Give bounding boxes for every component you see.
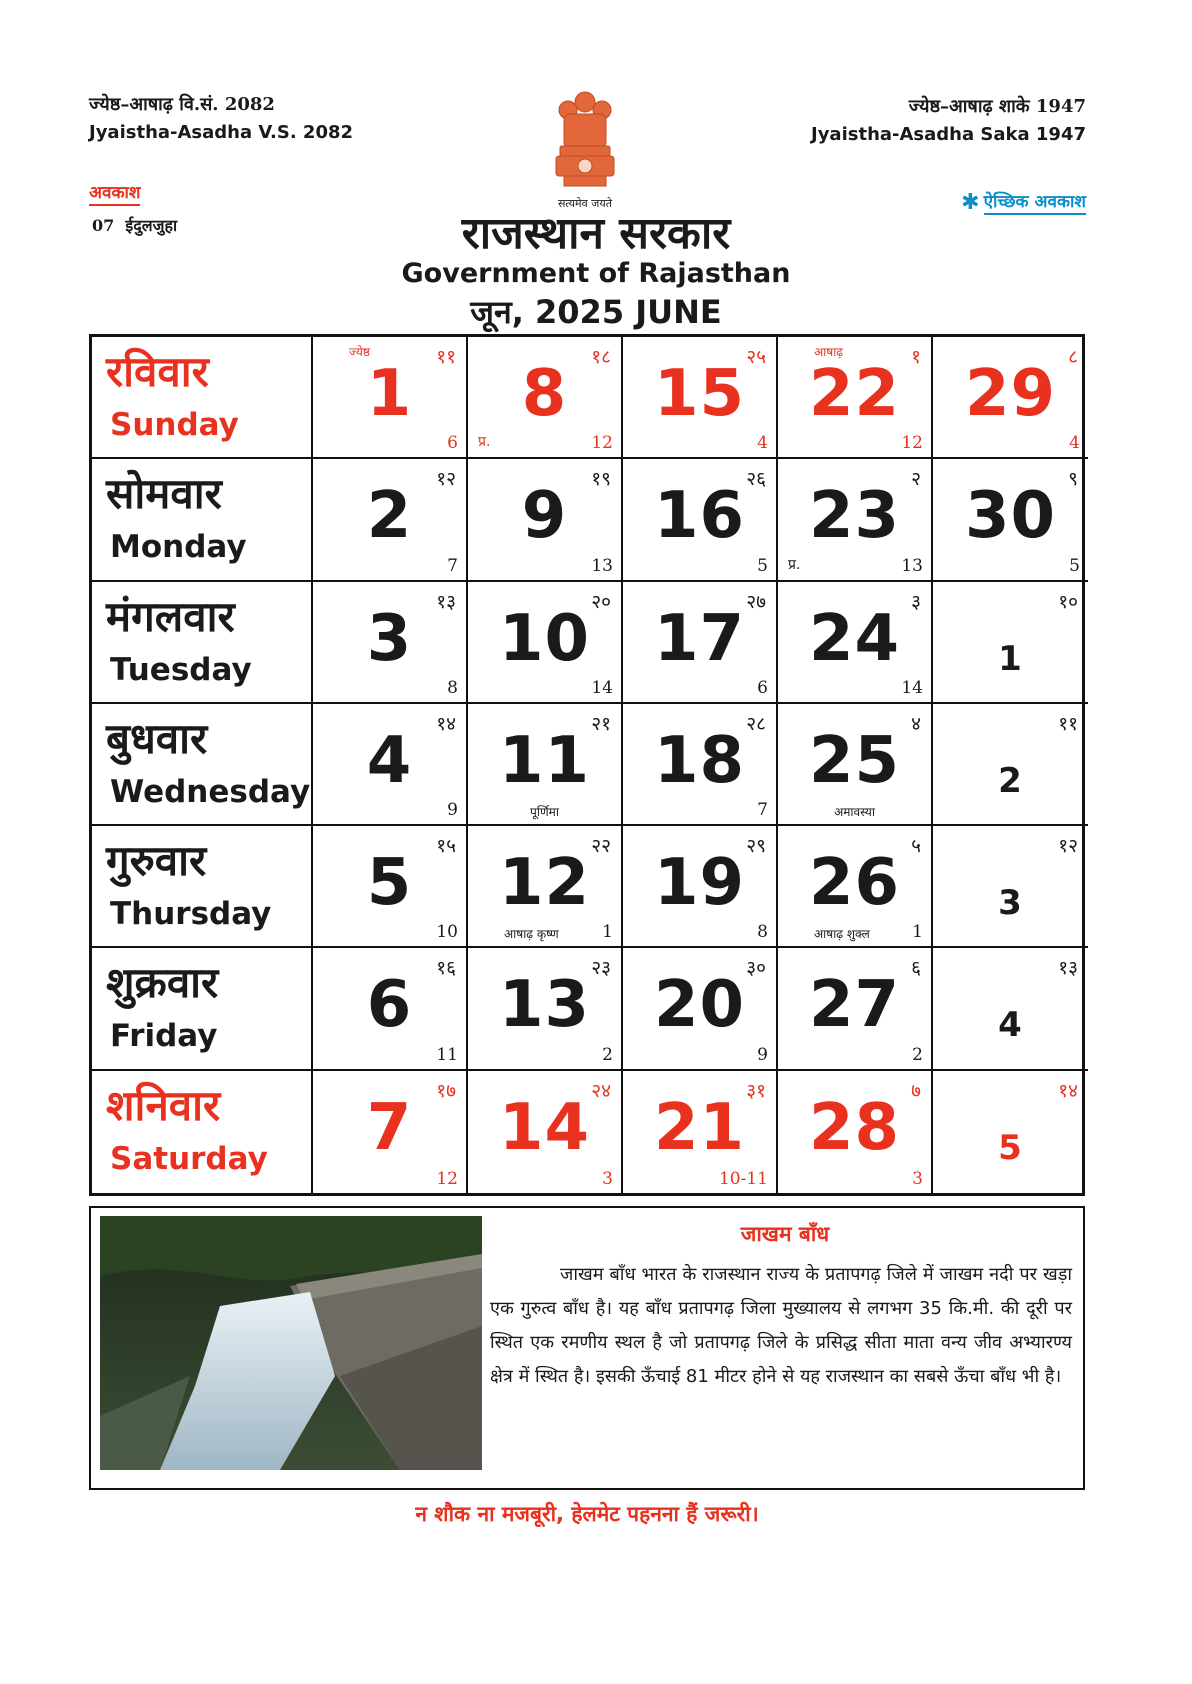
tithi-number: १४ [1058, 1079, 1078, 1102]
holiday-label: अवकाश [89, 182, 140, 206]
tithi-number: १३ [436, 590, 456, 613]
tithi-number: ६ [911, 957, 921, 980]
paksha-note: आषाढ़ शुक्ल [814, 927, 870, 942]
islamic-date: 6 [447, 433, 458, 454]
date-number: 3 [998, 883, 1023, 924]
weekday-friday [92, 948, 313, 1070]
islamic-date: 12 [436, 1168, 458, 1189]
tithi-number: १८ [591, 346, 611, 368]
month-title: जून, 2025 JUNE [470, 293, 722, 331]
islamic-date: 6 [757, 677, 768, 698]
date-number: 20 [653, 968, 746, 1043]
info-text: जाखम बाँध भारत के राजस्थान राज्य के प्रतापगढ़ जिले में जाखम नदी पर खड़ा एक गुरुत्व बाँध है। यह बाँध प्रतापगढ़ जिला मुख्यालय से लगभग 35 कि.मी. की दूरी पर स्थित एक रमणीय स्थल है जो प्रतापगढ़ जिले के प्रसिद्ध सीता माता वन्य जीव अभ्यारण्य क्षेत्र में स्थित है। इसकी ऊँचाई 81 मीटर होने से यह राजस्थान का सबसे ऊँचा बाँध भी है। [490, 1264, 1072, 1387]
weekday-name-english: Tuesday [110, 651, 252, 688]
islamic-date: 5 [757, 555, 768, 576]
info-title: जाखम बाँध [740, 1222, 830, 1246]
date-number: 5 [366, 846, 413, 921]
weekday-name-english: Monday [110, 529, 247, 566]
islamic-date: 12 [591, 433, 613, 454]
islamic-date: 4 [1069, 433, 1080, 454]
date-cell [623, 337, 778, 459]
date-cell [468, 826, 623, 948]
date-cell [468, 948, 623, 1070]
weekday-monday [92, 459, 313, 581]
tithi-number: १४ [436, 712, 456, 735]
tithi-number: २६ [746, 468, 766, 491]
date-number: 8 [521, 357, 568, 431]
date-number: 10 [498, 601, 591, 676]
header-right-english: Jyaistha-Asadha Saka 1947 [811, 124, 1086, 145]
date-number: 25 [808, 723, 901, 798]
islamic-date: 10-11 [718, 1168, 768, 1189]
date-number: 23 [808, 479, 901, 554]
weekday-name-hindi: गुरुवार [106, 836, 207, 886]
date-number: 18 [653, 723, 746, 798]
tithi-number: २१ [591, 712, 611, 735]
date-cell [623, 704, 778, 826]
tithi-number: ३१ [746, 1079, 766, 1102]
islamic-date: 8 [447, 677, 458, 698]
calendar-grid [89, 334, 1085, 1196]
islamic-date: 10 [436, 922, 458, 943]
tithi-number: २३ [591, 957, 611, 980]
date-cell [313, 826, 468, 948]
date-cell [778, 1071, 933, 1193]
date-number: 2 [998, 760, 1023, 801]
asterisk-icon: ✱ [961, 190, 980, 215]
date-cell [313, 459, 468, 581]
date-cell [313, 948, 468, 1070]
hindu-month-tag: ज्येष्ठ [349, 345, 370, 359]
weekday-name-hindi: रविवार [106, 347, 209, 396]
islamic-date: 13 [901, 555, 923, 576]
date-number: 28 [808, 1090, 901, 1165]
weekday-name-english: Friday [110, 1018, 218, 1055]
weekday-name-hindi: शुक्रवार [106, 958, 219, 1008]
date-cell [623, 826, 778, 948]
tithi-number: ३० [746, 957, 766, 980]
date-number: 21 [653, 1090, 746, 1165]
date-cell [778, 459, 933, 581]
date-number: 14 [498, 1090, 591, 1165]
date-cell [623, 1071, 778, 1193]
islamic-date: 5 [1069, 555, 1080, 576]
holiday-entry: 07 ईदुलजुहा [92, 216, 178, 235]
tithi-number: २९ [746, 835, 766, 858]
date-cell [623, 582, 778, 704]
moon-phase-note: अमावस्या [834, 805, 875, 820]
date-number: 6 [366, 968, 413, 1043]
tithi-number: ७ [911, 1079, 921, 1102]
date-cell [623, 459, 778, 581]
date-cell [468, 459, 623, 581]
optional-holiday-legend [961, 190, 1086, 215]
date-number: 2 [366, 479, 413, 554]
tithi-number: २७ [746, 590, 766, 613]
tithi-number: २८ [746, 712, 766, 735]
date-number: 29 [964, 357, 1057, 431]
tithi-number: १३ [1058, 957, 1078, 980]
tithi-number: ८ [1068, 346, 1078, 368]
tithi-number: ५ [911, 835, 921, 858]
date-cell [933, 704, 1088, 826]
state-emblem [550, 88, 620, 196]
date-number: 30 [964, 479, 1057, 554]
date-cell [468, 704, 623, 826]
tithi-number: १७ [436, 1079, 456, 1102]
date-cell [778, 948, 933, 1070]
date-number: 12 [498, 846, 591, 921]
date-cell [933, 826, 1088, 948]
islamic-date: 9 [757, 1044, 768, 1065]
tithi-number: ३ [911, 590, 921, 613]
islamic-date: 9 [447, 800, 458, 821]
helmet-slogan: न शौक ना मजबूरी, हेलमेट पहनना हैं जरूरी। [415, 1502, 759, 1526]
dam-photo [100, 1216, 482, 1470]
tithi-number: २ [911, 468, 921, 491]
tithi-number: २४ [591, 1079, 611, 1102]
header-left-english: Jyaistha-Asadha V.S. 2082 [89, 122, 354, 143]
moon-phase-note: पूर्णिमा [530, 805, 559, 820]
date-cell [313, 337, 468, 459]
date-number: 7 [366, 1090, 413, 1165]
weekday-wednesday [92, 704, 313, 826]
islamic-date: 2 [912, 1044, 923, 1065]
weekday-tuesday [92, 582, 313, 704]
date-number: 27 [808, 968, 901, 1043]
date-cell [933, 337, 1088, 459]
tithi-number: २० [591, 590, 611, 613]
islamic-date: 14 [901, 677, 923, 698]
date-cell [778, 704, 933, 826]
tithi-number: १२ [436, 468, 456, 491]
pratham-marker: प्र. [478, 434, 491, 451]
islamic-date: 3 [912, 1168, 923, 1189]
date-number: 1 [366, 357, 413, 431]
optional-holiday-label: ऐच्छिक अवकाश [984, 191, 1086, 215]
weekday-name-english: Sunday [110, 407, 239, 443]
date-number: 15 [653, 357, 746, 431]
date-cell [468, 337, 623, 459]
date-number: 4 [998, 1005, 1023, 1046]
date-cell [778, 337, 933, 459]
header-left-hindi: ज्येष्ठ–आषाढ़ वि.सं. 2082 [89, 94, 275, 115]
date-cell [933, 459, 1088, 581]
weekday-name-english: Thursday [110, 896, 272, 933]
tithi-number: ४ [911, 712, 921, 735]
tithi-number: १६ [436, 957, 456, 980]
islamic-date: 8 [757, 922, 768, 943]
tithi-number: १ [911, 346, 921, 368]
tithi-number: ११ [1058, 712, 1078, 735]
weekday-name-hindi: मंगलवार [106, 591, 235, 641]
date-number: 17 [653, 601, 746, 676]
islamic-date: 11 [436, 1044, 458, 1065]
date-number: 11 [498, 723, 591, 798]
paksha-note: आषाढ़ कृष्ण [504, 927, 559, 942]
islamic-date: 12 [901, 433, 923, 454]
pratham-marker: प्र. [788, 556, 801, 573]
weekday-name-hindi: बुधवार [106, 713, 208, 763]
date-number: 24 [808, 601, 901, 676]
islamic-date: 7 [447, 555, 458, 576]
weekday-name-english: Wednesday [110, 773, 311, 810]
date-number: 1 [998, 638, 1023, 679]
date-cell [468, 1071, 623, 1193]
tithi-number: २२ [591, 835, 611, 858]
date-cell [623, 948, 778, 1070]
tithi-number: ९ [1068, 468, 1078, 491]
islamic-date: 4 [757, 433, 768, 454]
tithi-number: २५ [746, 346, 766, 368]
islamic-date: 3 [602, 1168, 613, 1189]
date-cell [778, 582, 933, 704]
islamic-date: 13 [591, 555, 613, 576]
date-number: 16 [653, 479, 746, 554]
date-cell [933, 948, 1088, 1070]
tithi-number: १० [1058, 590, 1078, 613]
hindu-month-tag: आषाढ़ [814, 345, 844, 359]
weekday-name-english: Saturday [110, 1140, 268, 1177]
date-cell [933, 582, 1088, 704]
islamic-date: 7 [757, 800, 768, 821]
weekday-thursday [92, 826, 313, 948]
weekday-saturday [92, 1071, 313, 1193]
tithi-number: ११ [436, 346, 456, 368]
weekday-name-hindi: सोमवार [106, 469, 222, 519]
emblem-motto: सत्यमेव जयते [557, 197, 612, 210]
tithi-number: १२ [1058, 835, 1078, 858]
date-number: 22 [808, 357, 901, 431]
islamic-date: 1 [912, 922, 923, 943]
date-number: 4 [366, 723, 413, 798]
date-number: 3 [366, 601, 413, 676]
weekday-sunday [92, 337, 313, 459]
page-title-english: Government of Rajasthan [401, 258, 791, 289]
page-title-hindi: राजस्थान सरकार [461, 208, 731, 259]
date-number: 26 [808, 846, 901, 921]
date-cell [933, 1071, 1088, 1193]
date-number: 13 [498, 968, 591, 1043]
date-cell [313, 704, 468, 826]
tithi-number: १९ [591, 468, 611, 491]
weekday-name-hindi: शनिवार [106, 1080, 221, 1130]
header-right-hindi: ज्येष्ठ–आषाढ़ शाके 1947 [908, 96, 1086, 117]
date-number: 19 [653, 846, 746, 921]
date-cell [313, 582, 468, 704]
date-number: 9 [521, 479, 568, 554]
tithi-number: १५ [436, 835, 456, 858]
date-number: 5 [998, 1127, 1023, 1168]
islamic-date: 2 [602, 1044, 613, 1065]
date-cell [313, 1071, 468, 1193]
date-cell [468, 582, 623, 704]
date-cell [778, 826, 933, 948]
islamic-date: 14 [591, 677, 613, 698]
islamic-date: 1 [602, 922, 613, 943]
